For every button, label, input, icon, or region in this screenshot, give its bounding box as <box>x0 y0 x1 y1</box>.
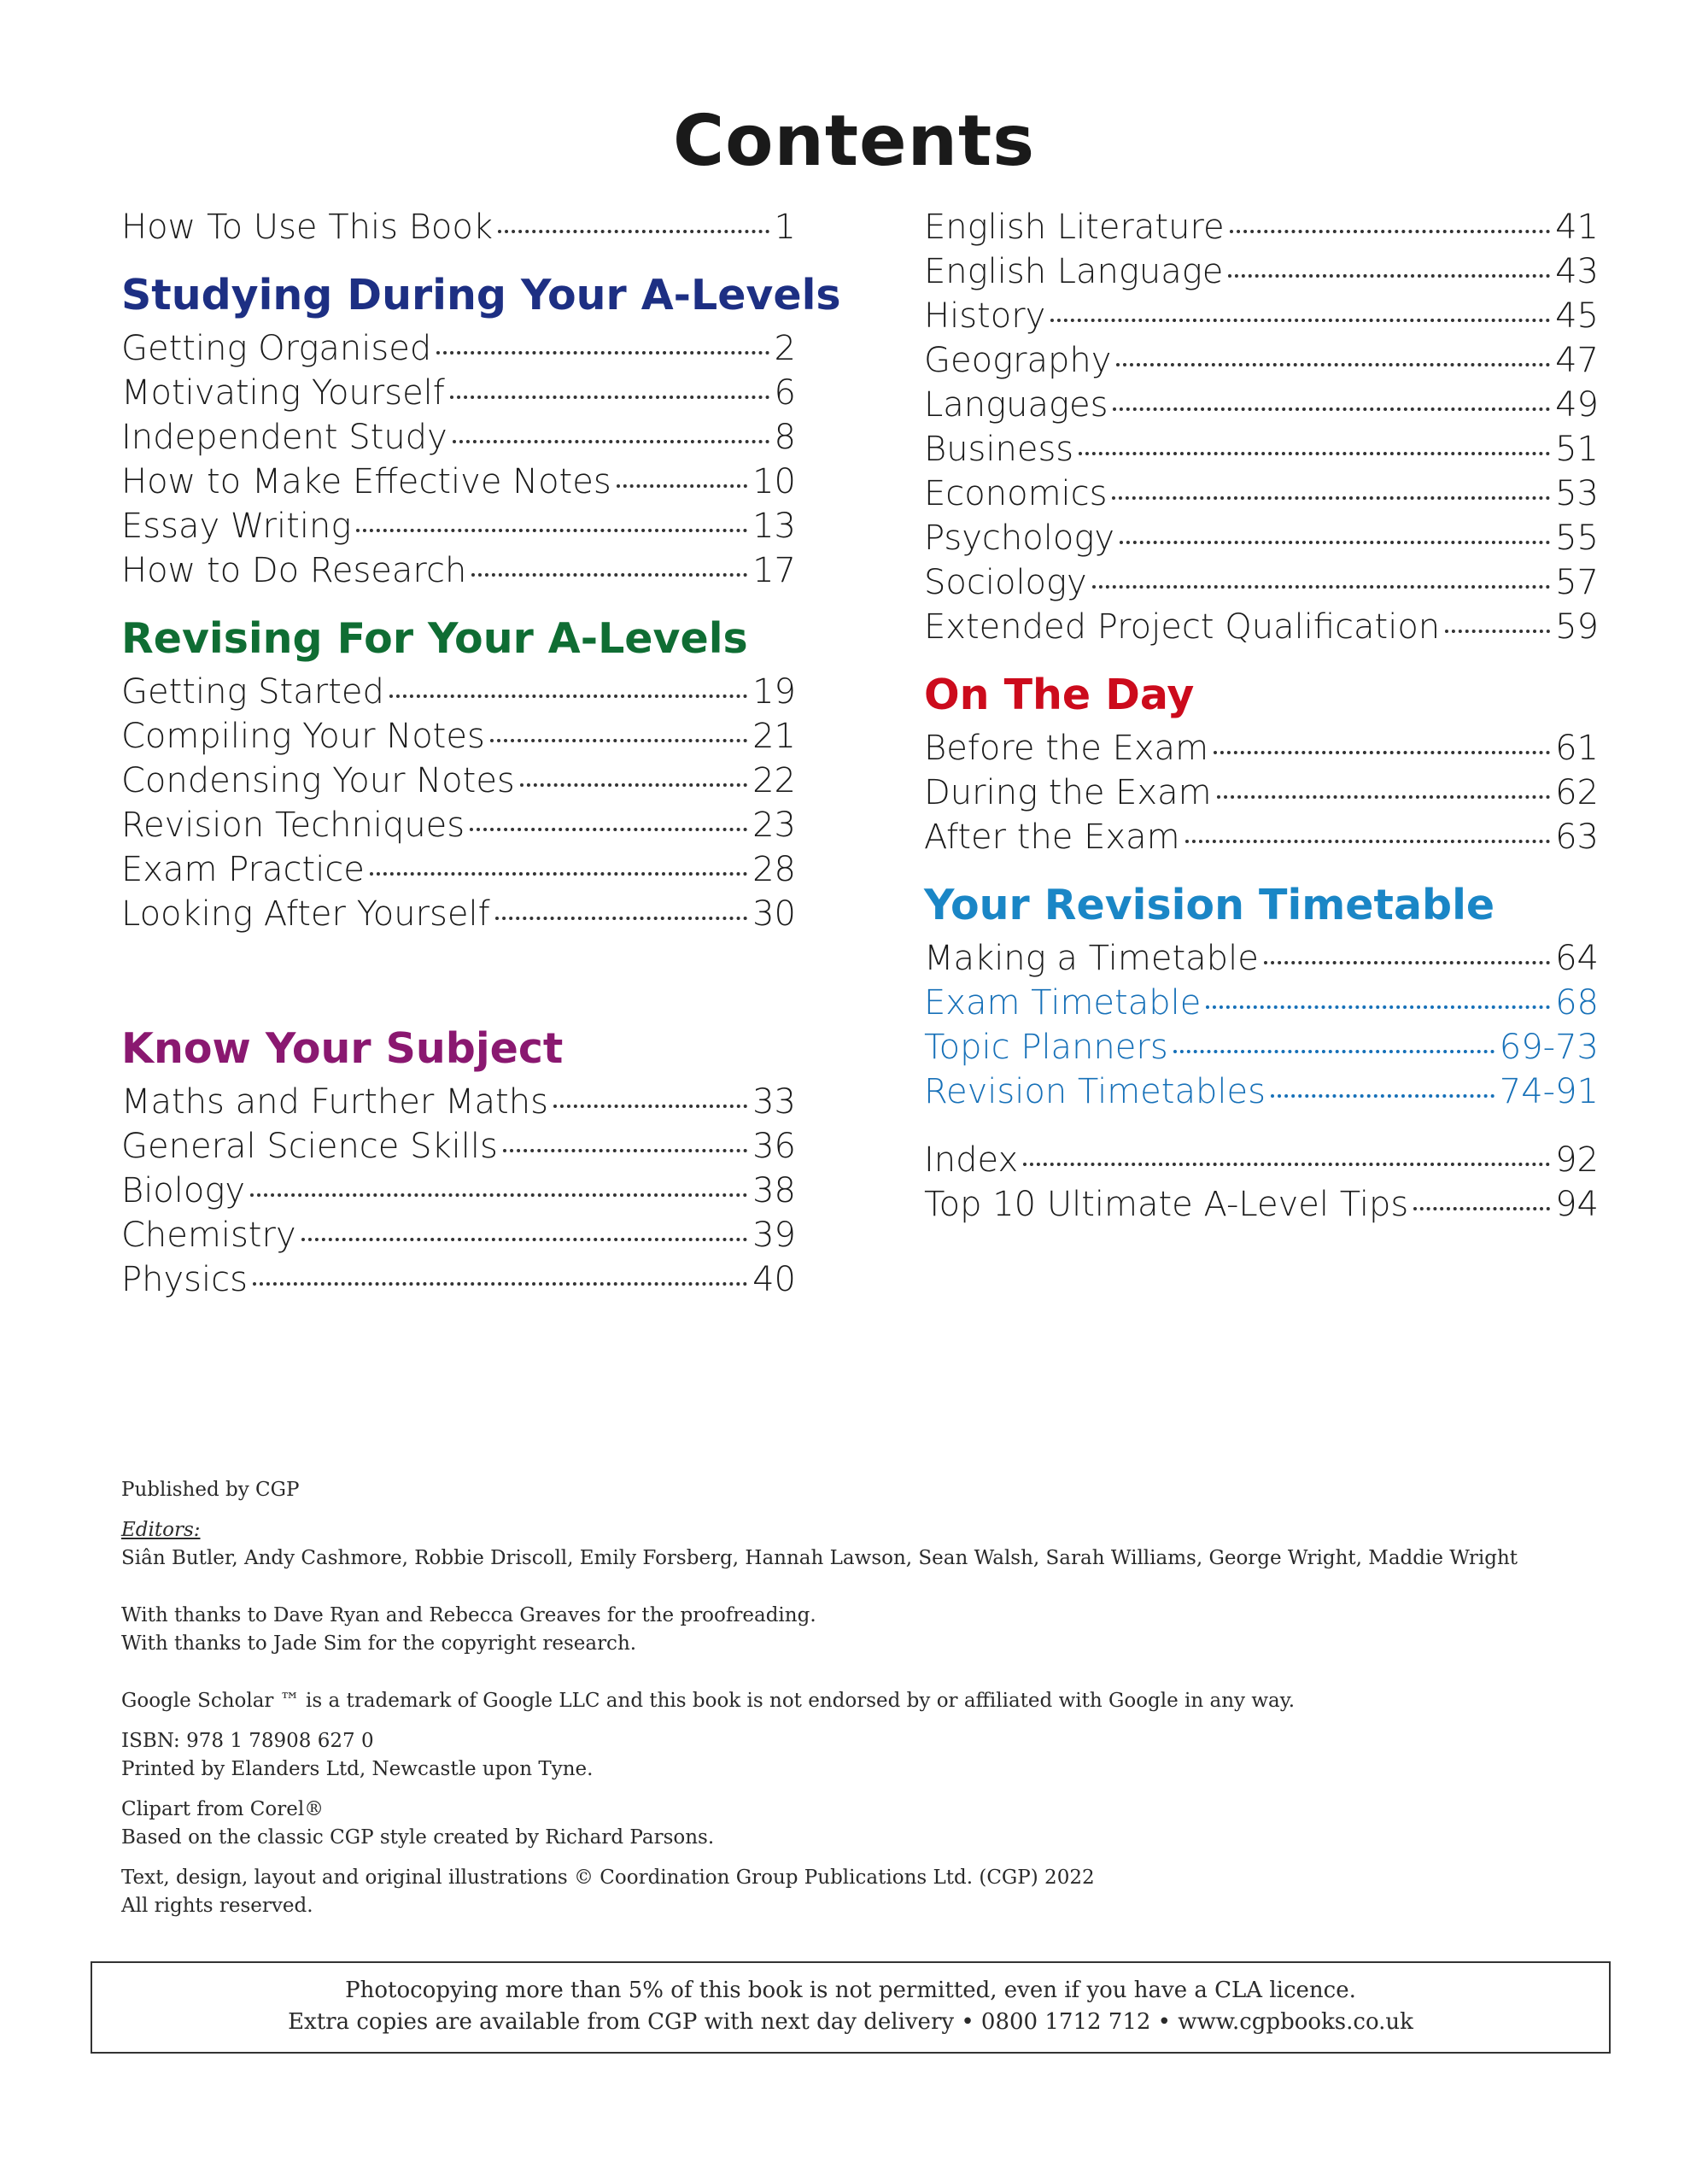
toc-entry-label: Physics <box>121 1260 248 1299</box>
dot-leader <box>250 1193 747 1197</box>
contents-right-column <box>924 205 1599 1227</box>
dot-leader <box>495 917 747 920</box>
toc-entry-label: Getting Organised <box>121 329 432 368</box>
toc-entry-label: Languages <box>924 385 1108 425</box>
toc-entry[interactable] <box>924 383 1599 427</box>
toc-entry-page: 6 <box>774 373 796 413</box>
toc-entry[interactable] <box>924 815 1599 859</box>
toc-entry-label: Business <box>924 430 1074 469</box>
copyright: Text, design, layout and original illustrations © Coordination Group Publications Ltd. (CGP) 2022 <box>121 1866 1095 1889</box>
toc-entry[interactable] <box>924 249 1599 294</box>
toc-entry-link[interactable] <box>924 1025 1599 1069</box>
toc-entry-page: 49 <box>1555 385 1599 425</box>
toc-entry[interactable] <box>924 427 1599 472</box>
toc-entry-page: 68 <box>1555 983 1599 1023</box>
toc-entry[interactable] <box>121 1213 796 1257</box>
toc-entry-link[interactable] <box>924 1069 1599 1114</box>
toc-entry-label: How To Use This Book <box>121 208 493 247</box>
toc-entry[interactable] <box>924 205 1599 249</box>
dot-leader <box>356 529 747 532</box>
toc-entry-page: 10 <box>752 462 796 501</box>
publication-info <box>121 1476 1624 1920</box>
dot-leader <box>1023 1163 1550 1166</box>
toc-entry[interactable] <box>924 1182 1599 1227</box>
toc-entry[interactable] <box>121 548 796 593</box>
toc-entry-page: 92 <box>1555 1140 1599 1180</box>
toc-entry[interactable] <box>924 1138 1599 1182</box>
dot-leader <box>389 694 747 698</box>
toc-entry[interactable] <box>924 294 1599 338</box>
section-heading-revising: Revising For Your A-Levels <box>121 614 748 663</box>
spacer <box>924 1114 1599 1138</box>
toc-entry-label: Revision Timetables <box>924 1072 1266 1111</box>
toc-entry-label: Looking After Yourself <box>121 894 490 934</box>
toc-entry[interactable] <box>924 936 1599 981</box>
toc-entry-label: How to Make Effective Notes <box>121 462 611 501</box>
toc-entry-label: Chemistry <box>121 1216 296 1255</box>
dot-leader <box>1230 230 1550 233</box>
dot-leader <box>453 440 769 443</box>
toc-entry-page: 47 <box>1555 341 1599 380</box>
dot-leader <box>1120 541 1550 544</box>
dot-leader <box>1116 363 1550 366</box>
toc-entry-label: General Science Skills <box>121 1127 498 1166</box>
spacer <box>121 1784 1624 1796</box>
toc-entry-label: Topic Planners <box>924 1028 1168 1067</box>
toc-entry-page: 39 <box>752 1216 796 1255</box>
toc-entry-page: 41 <box>1555 208 1599 247</box>
editors-label: Editors: <box>121 1519 201 1541</box>
dot-leader <box>301 1238 747 1241</box>
published-by: Published by CGP <box>121 1479 300 1501</box>
toc-entry[interactable] <box>924 560 1599 605</box>
toc-entry-page: 51 <box>1555 430 1599 469</box>
toc-entry-label: Revision Techniques <box>121 806 465 845</box>
toc-entry[interactable] <box>924 726 1599 771</box>
toc-entry-page: 19 <box>752 672 796 712</box>
toc-entry-label: Biology <box>121 1171 246 1210</box>
toc-entry[interactable] <box>924 472 1599 516</box>
thanks-proofreading: With thanks to Dave Ryan and Rebecca Greaves for the proofreading. <box>121 1604 816 1626</box>
toc-entry-page: 22 <box>752 761 796 800</box>
toc-entry-label: How to Do Research <box>121 551 467 590</box>
toc-entry[interactable] <box>121 460 796 504</box>
toc-entry-label: English Language <box>924 252 1224 291</box>
dot-leader <box>1217 795 1551 799</box>
toc-entry-label: Index <box>924 1140 1019 1180</box>
toc-entry[interactable] <box>121 847 796 892</box>
section-heading-on-the-day: On The Day <box>924 671 1195 719</box>
dot-leader <box>471 573 747 577</box>
dot-leader <box>1445 630 1550 633</box>
printed-by: Printed by Elanders Ltd, Newcastle upon Tyne. <box>121 1758 594 1780</box>
toc-entry-page: 59 <box>1555 607 1599 647</box>
toc-entry-page: 55 <box>1555 519 1599 558</box>
toc-entry-label: Before the Exam <box>924 729 1209 768</box>
dot-leader <box>1214 751 1550 754</box>
toc-entry-label: Exam Timetable <box>924 983 1202 1023</box>
toc-entry-page: 69-73 <box>1499 1028 1599 1067</box>
toc-entry-label: Geography <box>924 341 1112 380</box>
isbn: ISBN: 978 1 78908 627 0 <box>121 1730 374 1752</box>
dot-leader <box>503 1149 747 1152</box>
photocopy-notice-box <box>91 1961 1611 2054</box>
toc-entry-label: Maths and Further Maths <box>121 1082 548 1122</box>
toc-entry[interactable] <box>924 338 1599 383</box>
spacer <box>121 1852 1624 1864</box>
toc-entry-page: 23 <box>752 806 796 845</box>
toc-entry-label: During the Exam <box>924 773 1212 812</box>
spacer <box>121 1658 1624 1687</box>
toc-entry-label: Compiling Your Notes <box>121 717 485 756</box>
dot-leader <box>1112 496 1550 500</box>
toc-entry-label: English Literature <box>924 208 1225 247</box>
toc-entry[interactable] <box>121 415 796 460</box>
thanks-copyright: With thanks to Jade Sim for the copyright research. <box>121 1632 637 1655</box>
toc-entry-page: 36 <box>752 1127 796 1166</box>
toc-entry-label: Exam Practice <box>121 850 365 889</box>
dot-leader <box>1185 840 1551 843</box>
toc-entry[interactable] <box>121 759 796 803</box>
clipart-credit: Clipart from Corel® <box>121 1798 325 1820</box>
toc-entry[interactable] <box>121 714 796 759</box>
toc-entry-label: Independent Study <box>121 418 447 457</box>
toc-entry-page: 94 <box>1555 1185 1599 1224</box>
toc-entry[interactable] <box>121 504 796 548</box>
toc-entry-label: Essay Writing <box>121 507 352 546</box>
toc-entry-page: 53 <box>1555 474 1599 513</box>
toc-entry-page: 64 <box>1555 939 1599 978</box>
toc-entry-page: 2 <box>774 329 796 368</box>
toc-entry[interactable] <box>121 326 796 371</box>
toc-entry-page: 1 <box>774 208 796 247</box>
toc-entry-page: 45 <box>1555 296 1599 336</box>
toc-entry[interactable] <box>121 1257 796 1302</box>
dot-leader <box>498 230 769 233</box>
toc-entry-label: Motivating Yourself <box>121 373 445 413</box>
toc-entry-label: Extended Project Qualification <box>924 607 1441 647</box>
toc-entry[interactable] <box>121 670 796 714</box>
section-heading-studying: Studying During Your A-Levels <box>121 271 841 319</box>
toc-entry-label: History <box>924 296 1046 336</box>
spacer <box>121 1504 1624 1516</box>
section-heading-timetable: Your Revision Timetable <box>924 881 1495 929</box>
toc-entry-label: Condensing Your Notes <box>121 761 515 800</box>
toc-entry-page: 30 <box>752 894 796 934</box>
dot-leader <box>1264 961 1550 964</box>
dot-leader <box>1092 585 1550 589</box>
toc-entry-label: Economics <box>924 474 1108 513</box>
dot-leader <box>1079 452 1550 455</box>
section-heading-subject: Know Your Subject <box>121 1024 564 1073</box>
editors-list: Siân Butler, Andy Cashmore, Robbie Driscoll, Emily Forsberg, Hannah Lawson, Sean Walsh, Sarah Williams, George Wright, Maddie Wright <box>121 1547 1518 1569</box>
toc-entry-page: 43 <box>1555 252 1599 291</box>
toc-entry-label: Getting Started <box>121 672 384 712</box>
toc-entry-label: Top 10 Ultimate A-Level Tips <box>924 1185 1409 1224</box>
toc-entry-page: 40 <box>752 1260 796 1299</box>
dot-leader <box>436 351 769 355</box>
dot-leader <box>1228 274 1550 278</box>
toc-entry-page: 63 <box>1555 818 1599 857</box>
contents-left-column <box>121 205 841 1302</box>
notice-line-1: Photocopying more than 5% of this book is not permitted, even if you have a CLA licence. <box>345 1978 1356 2003</box>
style-credit: Based on the classic CGP style created by Richard Parsons. <box>121 1826 715 1849</box>
toc-entry-link[interactable] <box>924 981 1599 1025</box>
notice-line-2: Extra copies are available from CGP with next day delivery • 0800 1712 712 • www.cgpbooks.co.uk <box>288 2009 1413 2035</box>
spacer <box>121 936 796 1003</box>
dot-leader <box>1050 319 1550 322</box>
rights-reserved: All rights reserved. <box>121 1895 313 1917</box>
dot-leader <box>1206 1005 1550 1009</box>
trademark-note: Google Scholar ™ is a trademark of Google LLC and this book is not endorsed by or affiliated with Google in any way. <box>121 1690 1296 1712</box>
dot-leader <box>490 739 747 742</box>
spacer <box>121 1573 1624 1602</box>
toc-entry[interactable] <box>121 1169 796 1213</box>
dot-leader <box>617 484 747 488</box>
dot-leader <box>253 1282 747 1286</box>
toc-entry[interactable] <box>924 771 1599 815</box>
toc-entry[interactable] <box>924 605 1599 649</box>
dot-leader <box>553 1105 747 1108</box>
toc-entry-page: 38 <box>752 1171 796 1210</box>
toc-entry[interactable] <box>121 1124 796 1169</box>
spacer <box>121 1715 1624 1727</box>
dot-leader <box>1413 1207 1550 1210</box>
toc-entry-label: Sociology <box>924 563 1087 602</box>
toc-entry-label: After the Exam <box>924 818 1180 857</box>
toc-entry-label: Psychology <box>924 519 1115 558</box>
toc-entry[interactable] <box>121 803 796 847</box>
page-title: Contents <box>672 101 1036 182</box>
dot-leader <box>520 783 747 787</box>
toc-entry-page: 21 <box>752 717 796 756</box>
toc-entry-page: 57 <box>1555 563 1599 602</box>
toc-entry-page: 33 <box>752 1082 796 1122</box>
toc-entry[interactable] <box>121 1080 796 1124</box>
toc-entry-page: 28 <box>752 850 796 889</box>
toc-entry-page: 8 <box>774 418 796 457</box>
dot-leader <box>1113 407 1550 411</box>
toc-entry-label: Making a Timetable <box>924 939 1259 978</box>
toc-entry-page: 17 <box>752 551 796 590</box>
dot-leader <box>1173 1050 1494 1053</box>
toc-entry[interactable] <box>924 516 1599 560</box>
toc-entry[interactable] <box>121 371 796 415</box>
toc-entry-page: 74-91 <box>1499 1072 1599 1111</box>
toc-entry-page: 13 <box>752 507 796 546</box>
toc-entry-page: 61 <box>1555 729 1599 768</box>
toc-entry[interactable] <box>121 205 796 249</box>
dot-leader <box>470 828 747 831</box>
dot-leader <box>370 872 747 876</box>
toc-entry[interactable] <box>121 892 796 936</box>
dot-leader <box>1271 1094 1494 1098</box>
dot-leader <box>450 396 769 399</box>
toc-entry-page: 62 <box>1555 773 1599 812</box>
